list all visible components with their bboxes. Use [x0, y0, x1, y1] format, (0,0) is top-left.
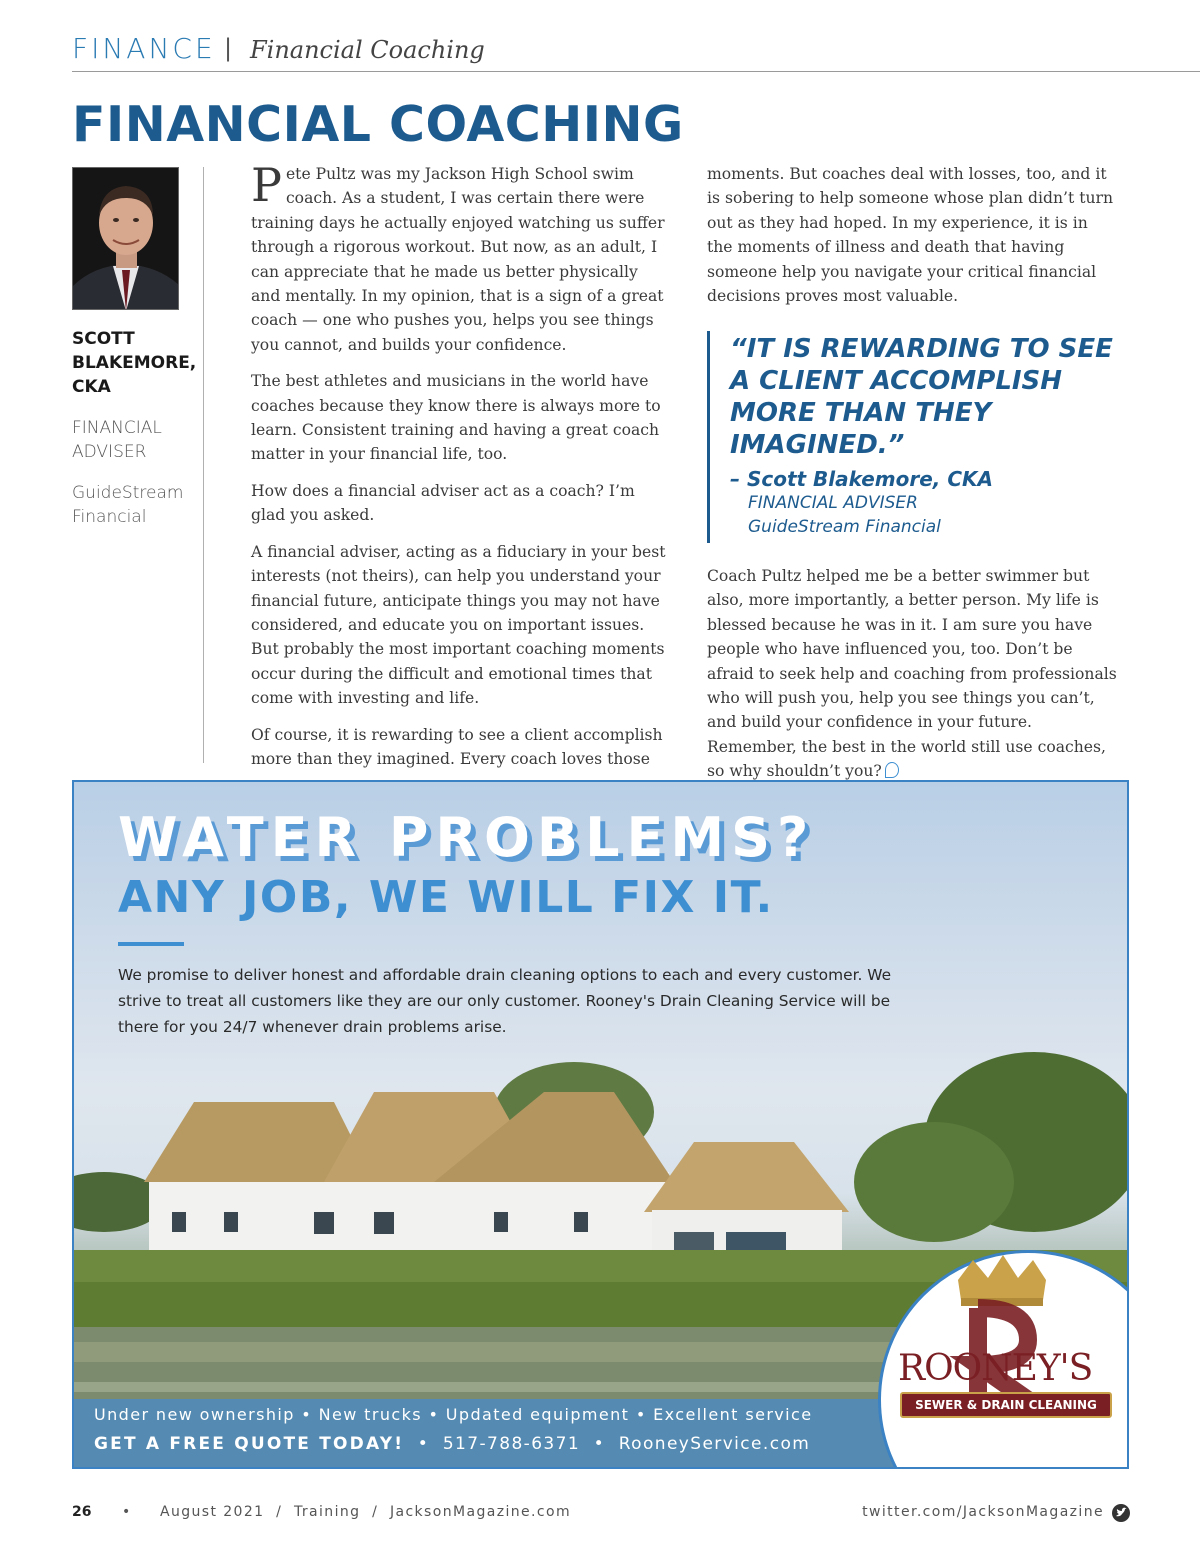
author-photo — [72, 167, 179, 310]
section-header — [72, 32, 1200, 72]
twitter-link[interactable]: twitter.com/JacksonMagazine — [862, 1504, 1104, 1520]
pull-quote-company: GuideStream Financial — [748, 517, 941, 537]
page-number: 26 — [72, 1504, 92, 1520]
author-name: SCOTT BLAKEMORE, CKA — [72, 329, 197, 397]
paragraph: Of course, it is rewarding to see a client accomplish more than they imagined. Every coach loves those — [251, 725, 663, 768]
footer-bullet: • — [122, 1504, 131, 1520]
logo-service-bar: SEWER & DRAIN CLEANING — [900, 1392, 1112, 1418]
advertisement[interactable] — [72, 780, 1129, 1469]
section-name: FINANCE — [72, 32, 216, 65]
article-column-2-end — [707, 564, 1117, 796]
drop-cap: P — [251, 158, 282, 212]
end-mark-icon — [885, 762, 899, 778]
page-footer — [72, 1504, 1130, 1526]
ad-tagline: Under new ownership • New trucks • Updated equipment • Excellent service — [94, 1405, 813, 1424]
logo-name: ROONEY'S — [898, 1348, 1093, 1389]
ad-headline: WATER PROBLEMS? — [118, 806, 816, 869]
ad-subheadline: ANY JOB, WE WILL FIX IT. — [118, 872, 774, 923]
pull-quote-role: FINANCIAL ADVISER — [748, 493, 918, 513]
ad-divider — [118, 942, 184, 946]
paragraph: Pete Pultz was my Jackson High School swim coach. As a student, I was certain there were training days he actually enjoyed watching us suffer through a rigorous workout. But now, as an adult, I can appreciate that he made us better physically and mentally. In my opinion, that is a sign of a great coach — one who pushes you, helps you see things you cannot, and builds your confidence. — [251, 158, 665, 354]
pull-quote — [707, 331, 1127, 543]
page-title: FINANCIAL COACHING — [72, 96, 684, 153]
pull-quote-attribution: – Scott Blakemore, CKA — [730, 467, 994, 491]
section-subtitle: Financial Coaching — [250, 36, 485, 64]
author-title: FINANCIAL ADVISER — [72, 418, 162, 462]
paragraph: How does a financial adviser act as a coach? I’m glad you asked. — [251, 481, 635, 525]
paragraph: The best athletes and musicians in the world have coaches because they know there is always more to learn. Consistent training and having a great coach matter in your financial life, too. — [251, 372, 661, 464]
section-separator: | — [224, 34, 233, 62]
article-column-1 — [251, 158, 671, 783]
ad-banner — [74, 1399, 934, 1467]
ad-body-text: We promise to deliver honest and affordable drain cleaning options to each and every customer. We strive to treat all customers like they are our only customer. Rooney's Drain Cleaning Service will be there for you 24/7 whenever drain problems arise. — [118, 966, 892, 1036]
author-company: GuideStream Financial — [72, 483, 184, 527]
twitter-icon[interactable] — [1112, 1504, 1130, 1522]
ad-call-to-action[interactable]: GET A FREE QUOTE TODAY! • 517-788-6371 • RooneyService.com — [94, 1434, 811, 1454]
paragraph: moments. But coaches deal with losses, too, and it is sobering to help someone whose plan didn’t turn out as they had hoped. In my experience, it is in the moments of illness and death that having someone help you navigate your critical financial decisions proves most valuable. — [707, 165, 1114, 306]
paragraph: A financial adviser, acting as a fiduciary in your best interests (not theirs), can help you understand your financial future, anticipate things you may not have considered, and educate you on important issues. But probably the most important coaching moments occur during the difficult and emotional times that come with investing and life. — [251, 542, 666, 708]
pull-quote-text: “IT IS REWARDING TO SEE A CLIENT ACCOMPLISH MORE THAN THEY IMAGINED.” — [730, 334, 1113, 460]
article-column-2 — [707, 162, 1117, 320]
paragraph: Coach Pultz helped me be a better swimmer but also, more importantly, a better person. My life is blessed because he was in it. I am sure you have people who have influenced you, too. Don’t be afraid to seek help and coaching from professionals who will push you, help you see things you can’t, and build your confidence in your future. Remember, the best in the world still use coaches, so why shouldn’t you? — [707, 567, 1117, 781]
sidebar-divider — [203, 167, 204, 763]
issue-info: August 2021 / Training / JacksonMagazine.com — [160, 1504, 571, 1520]
